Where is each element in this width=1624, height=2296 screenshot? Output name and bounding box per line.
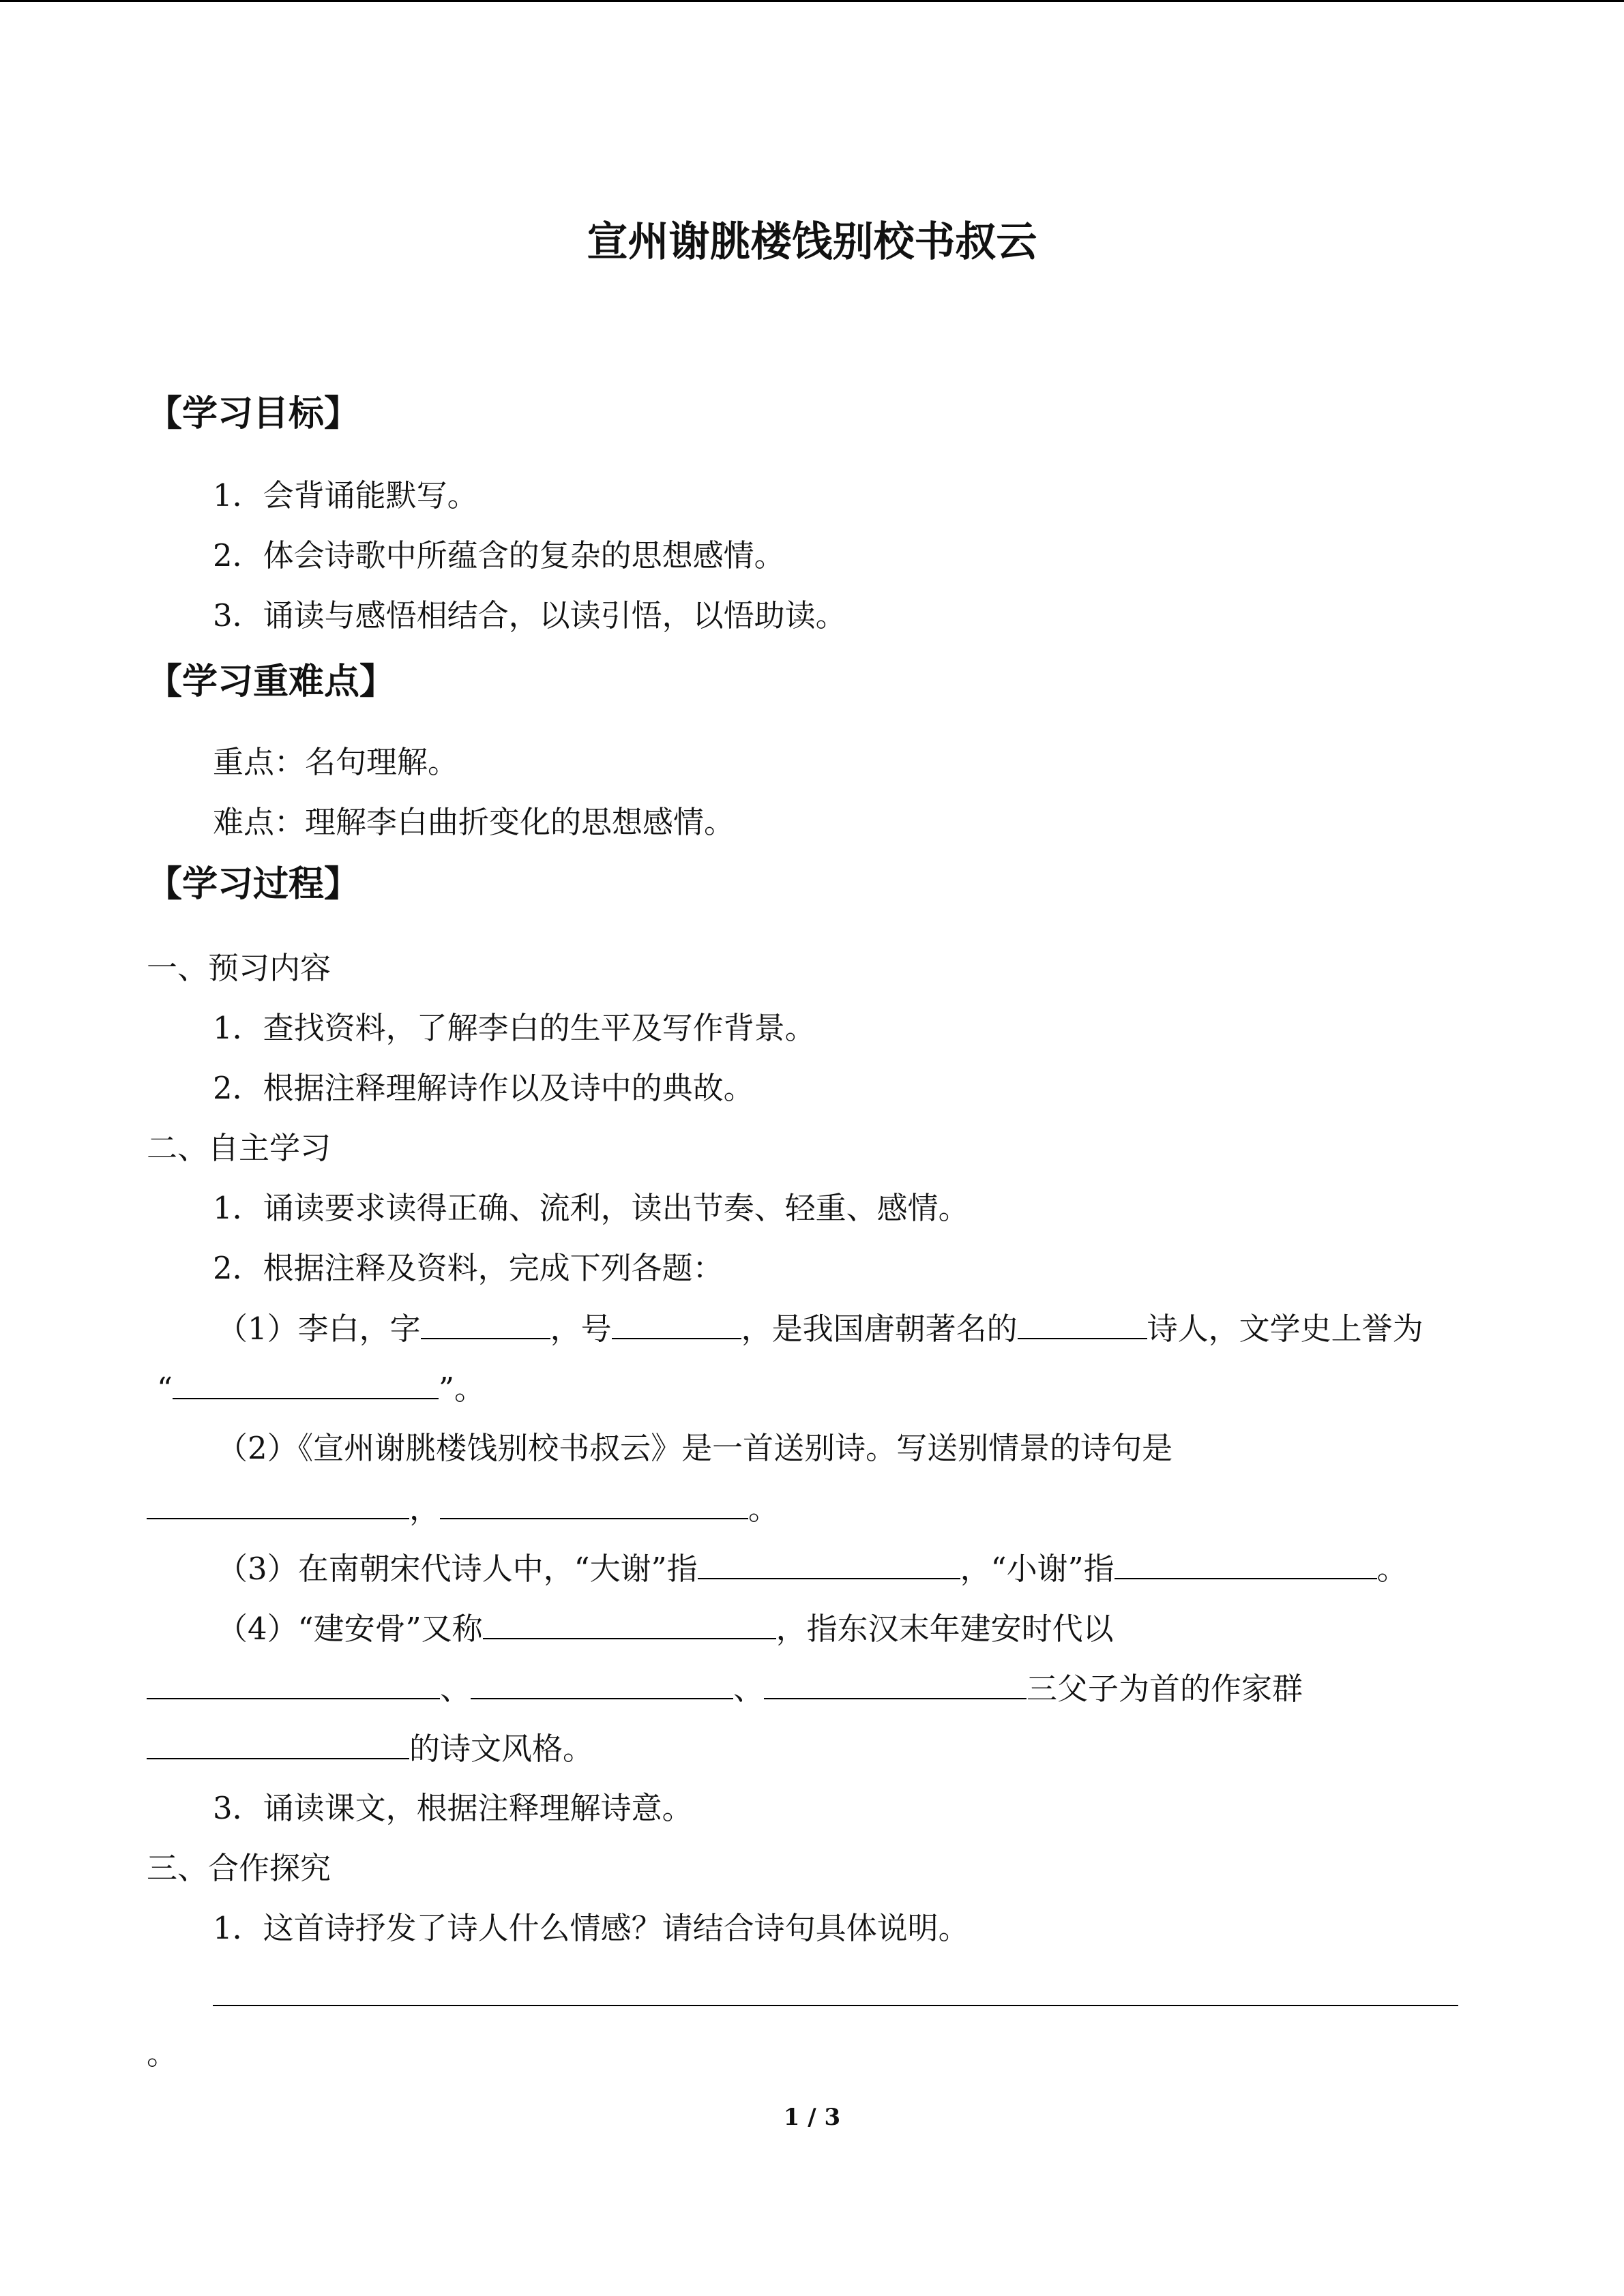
question-2-line-2: [147, 1488, 779, 1530]
q1-text-c: ，是我国唐朝著名的: [741, 1311, 1018, 1347]
q1-blank-pen-name[interactable]: [612, 1308, 741, 1339]
question-4-line-2: [147, 1668, 1303, 1710]
q2-blank-line-2[interactable]: [440, 1488, 748, 1519]
q1-blank-honorific[interactable]: [173, 1368, 439, 1399]
q4-text-b: ，指东汉末年建安时代以: [776, 1611, 1114, 1647]
q2-text-b: ，: [409, 1491, 441, 1527]
goal-item-3: 3．诵读与感悟相结合，以读引悟，以悟助读。: [213, 597, 846, 633]
part3-title: 三、合作探究: [147, 1850, 331, 1886]
part2-item-3: 3．诵读课文，根据注释理解诗意。: [213, 1790, 693, 1826]
difficulty-item-1: 重点：名句理解。: [213, 744, 459, 780]
goal-item-2: 2．体会诗歌中所蕴含的复杂的思想感情。: [213, 537, 785, 573]
top-border-line: [0, 0, 1624, 2]
q3-text-a: （3）在南朝宋代诗人中，“大谢”指: [217, 1551, 698, 1587]
goal-item-1: 1．会背诵能默写。: [213, 477, 478, 513]
question-3-line: [217, 1548, 1408, 1590]
q4-text-a: （4）“建安骨”又称: [217, 1611, 483, 1647]
question-2-line-1: （2）《宣州谢朓楼饯别校书叔云》是一首送别诗。写送别情景的诗句是: [217, 1430, 1173, 1466]
q1-text-a: （1）李白，字: [217, 1311, 421, 1347]
part1-item-2: 2．根据注释理解诗作以及诗中的典故。: [213, 1070, 754, 1106]
part2-item-1: 1．诵读要求读得正确、流利，读出节奏、轻重、感情。: [213, 1190, 969, 1226]
q1-text-f: ”。: [439, 1371, 486, 1407]
q4-text-e: 三父子为首的作家群: [1027, 1671, 1303, 1707]
question-1-line-1: [217, 1308, 1423, 1350]
q3-text-c: 。: [1376, 1551, 1408, 1587]
difficulty-item-2: 难点：理解李白曲折变化的思想感情。: [213, 804, 735, 840]
heading-difficulty: 【学习重难点】: [147, 661, 396, 702]
q1-blank-courtesy-name[interactable]: [421, 1308, 550, 1339]
q2-blank-line-1[interactable]: [147, 1488, 409, 1519]
part2-title: 二、自主学习: [147, 1130, 331, 1166]
q3-text-b: ，“小谢”指: [960, 1551, 1114, 1587]
part1-item-1: 1．查找资料，了解李白的生平及写作背景。: [213, 1010, 816, 1046]
q3-blank-da-xie[interactable]: [698, 1548, 960, 1579]
q4-text-c: 、: [440, 1671, 471, 1707]
question-1-line-2: [157, 1368, 485, 1410]
heading-goals: 【学习目标】: [147, 393, 360, 434]
q3-blank-xiao-xie[interactable]: [1114, 1548, 1377, 1579]
answer-end-mark: 。: [147, 2036, 178, 2072]
part2-item-2: 2．根据注释及资料，完成下列各题：: [213, 1250, 724, 1286]
q1-text-e: “: [157, 1371, 173, 1407]
q4-blank-person-3[interactable]: [764, 1668, 1027, 1699]
q4-blank-person-2[interactable]: [471, 1668, 733, 1699]
part3-item-1: 1．这首诗抒发了诗人什么情感？请结合诗句具体说明。: [213, 1910, 969, 1946]
question-4-line-1: [217, 1608, 1114, 1650]
q2-text-c: 。: [748, 1491, 780, 1527]
q1-blank-poet-type[interactable]: [1018, 1308, 1147, 1339]
q4-text-f: 的诗文风格。: [409, 1731, 594, 1767]
heading-process: 【学习过程】: [147, 863, 360, 905]
question-4-line-3: [147, 1728, 593, 1770]
q4-blank-alias[interactable]: [483, 1608, 776, 1639]
q1-text-b: ，号: [550, 1311, 612, 1347]
q1-text-d: 诗人，文学史上誉为: [1147, 1311, 1423, 1347]
q4-blank-group[interactable]: [147, 1728, 409, 1759]
answer-line[interactable]: [213, 2005, 1458, 2006]
q4-blank-person-1[interactable]: [147, 1668, 440, 1699]
q4-text-d: 、: [733, 1671, 765, 1707]
page-title: 宣州谢朓楼饯别校书叔云: [587, 218, 1037, 266]
part1-title: 一、预习内容: [147, 950, 331, 986]
page-number: 1 / 3: [783, 2104, 841, 2131]
